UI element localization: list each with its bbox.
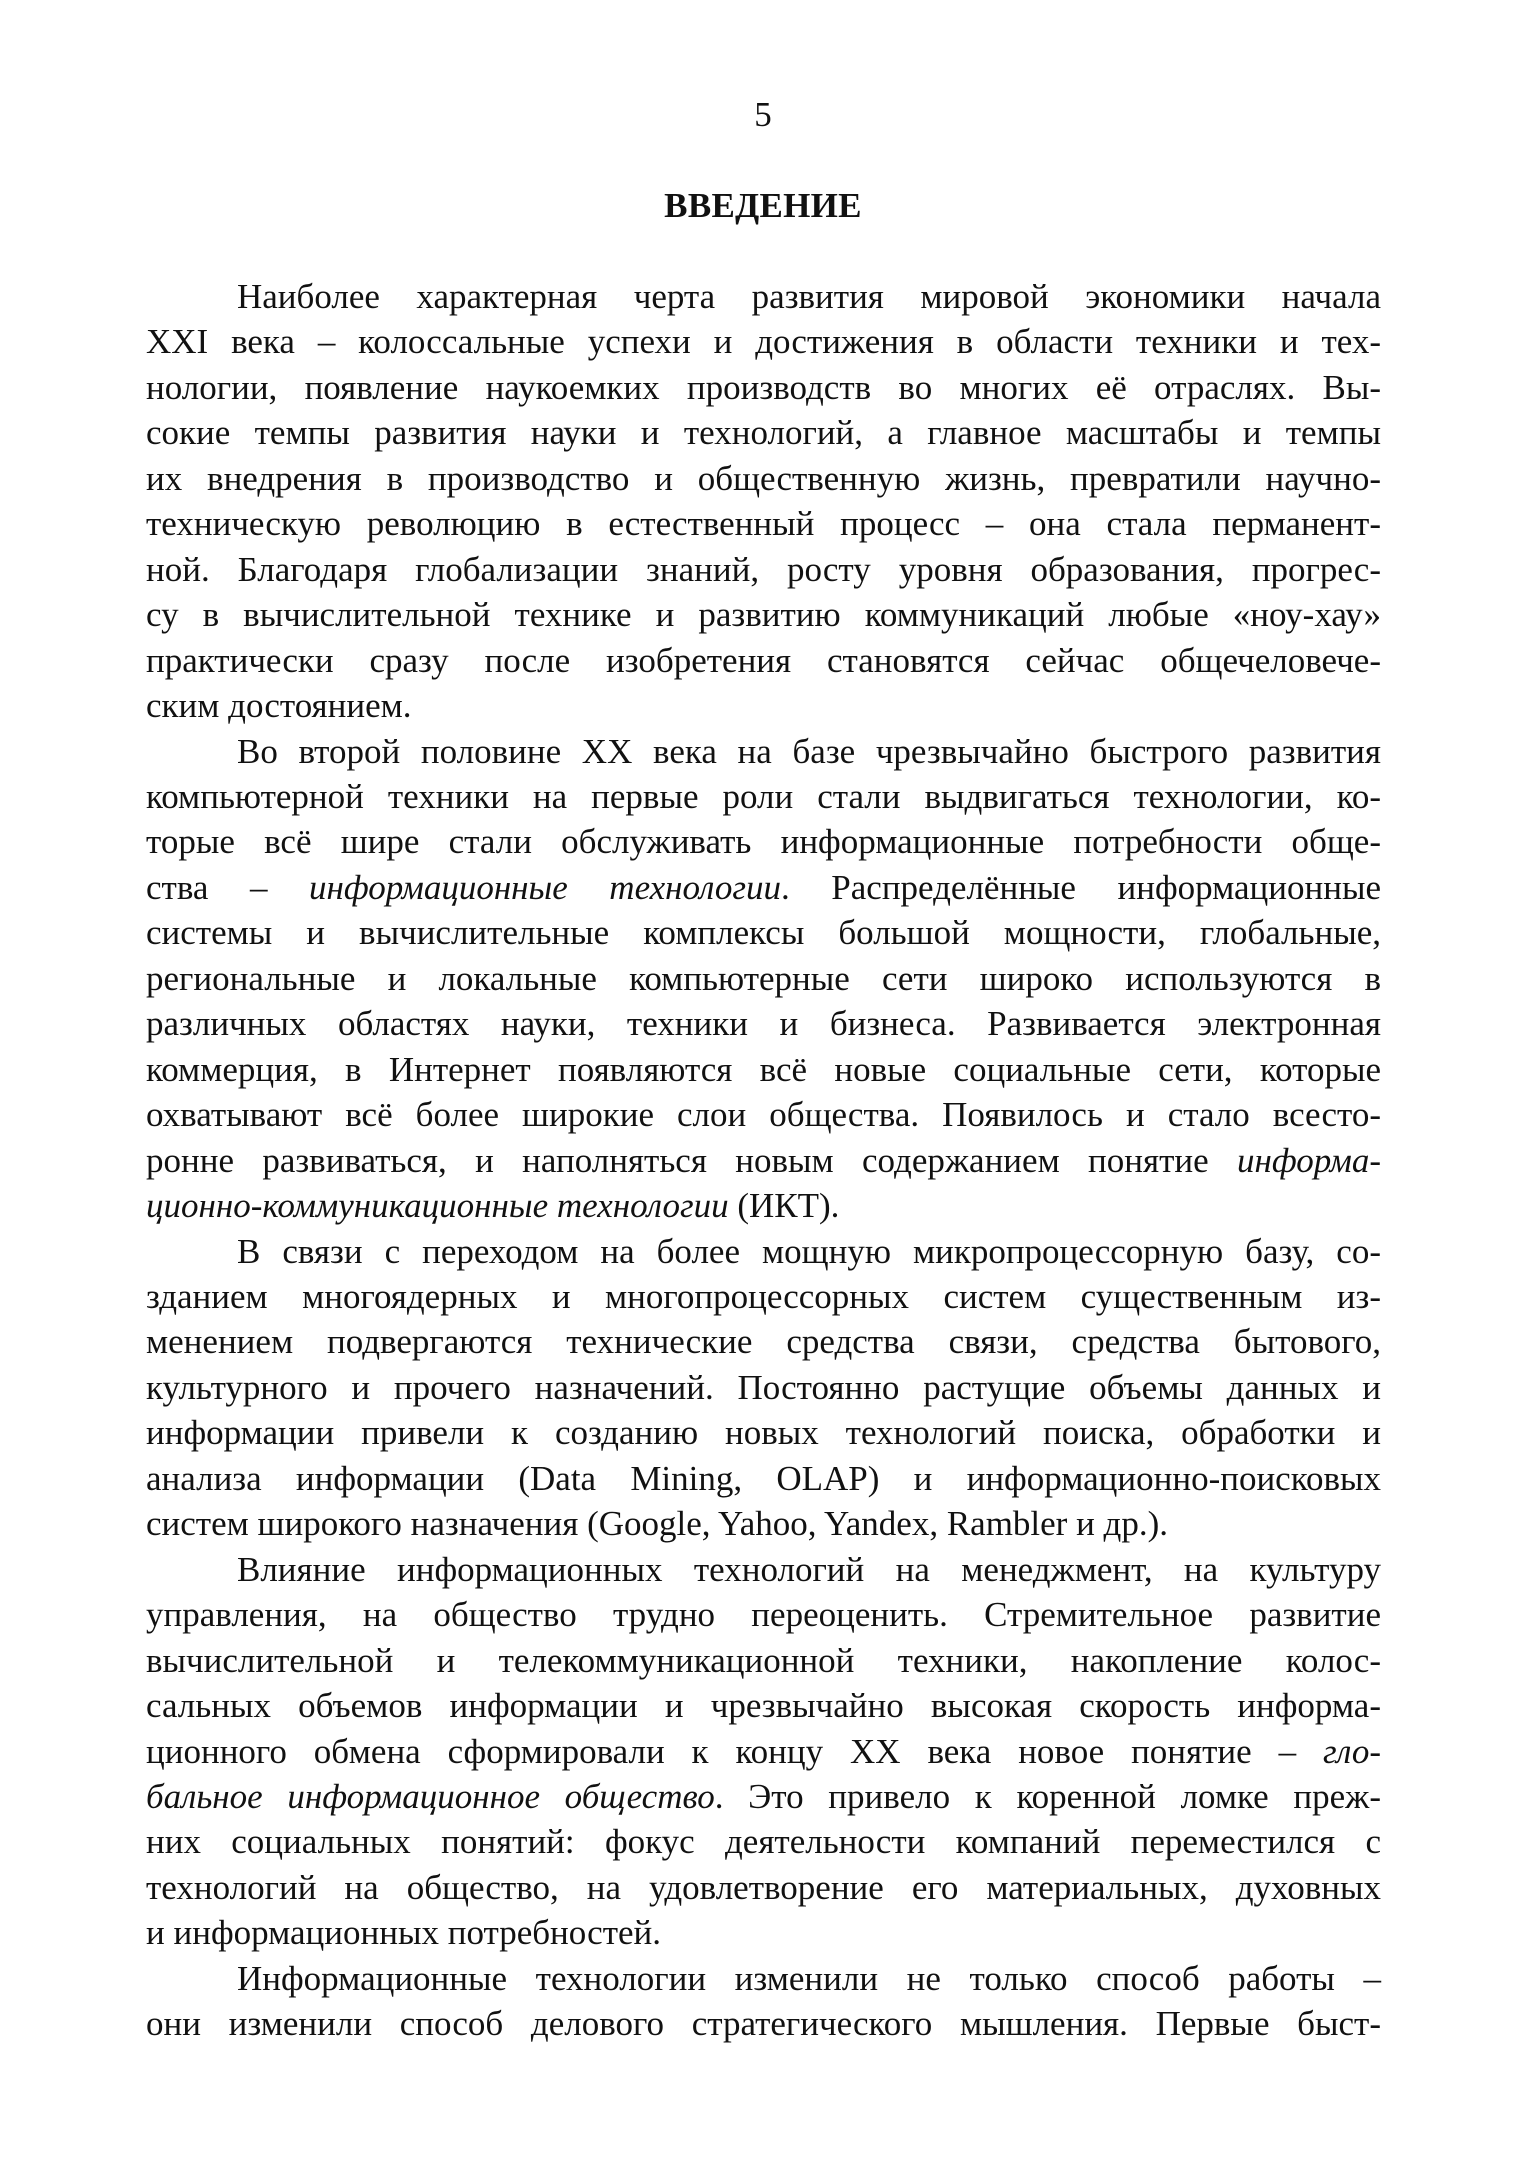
- text-run: их внедрения в производство и общественную жизнь, превратили научно-: [146, 458, 1381, 498]
- italic-term: ционно-коммуникационные технологии: [146, 1186, 729, 1226]
- text-line: [146, 1501, 1381, 1546]
- text-run: вычислительной и телекоммуникационной техники, накопление колос-: [146, 1640, 1381, 1680]
- text-run: систем широкого назначения (Google, Yahoo, Yandex, Rambler и др.).: [146, 1504, 1169, 1544]
- text-line: [146, 1183, 1381, 1228]
- text-run: информации привели к созданию новых технологий поиска, обработки и: [146, 1413, 1381, 1453]
- text-run: зданием многоядерных и многопроцессорных систем существенным из-: [146, 1276, 1381, 1316]
- text-line: [146, 638, 1381, 683]
- text-line: [146, 1319, 1381, 1364]
- text-line: [146, 1365, 1381, 1410]
- text-line: [146, 1956, 1381, 2001]
- text-line: [146, 1092, 1381, 1137]
- paragraph: [146, 729, 1381, 1229]
- text-run: управления, на общество трудно переоценить. Стремительное развитие: [146, 1595, 1381, 1635]
- text-line: [146, 819, 1381, 864]
- text-run: ства –: [146, 867, 309, 907]
- text-line: [146, 1819, 1381, 1864]
- text-run: В связи с переходом на более мощную микропроцессорную базу, со-: [237, 1231, 1381, 1271]
- text-line: [146, 1229, 1381, 1274]
- italic-term: информационные технологии: [308, 867, 782, 907]
- text-line: [146, 865, 1381, 910]
- text-line: [146, 1729, 1381, 1774]
- text-line: [146, 1274, 1381, 1319]
- text-run: Наиболее характерная черта развития мировой экономики начала: [237, 277, 1381, 316]
- text-run: . Распределённые информационные: [781, 867, 1382, 907]
- text-line: [146, 1865, 1381, 1910]
- text-run: ронне развиваться, и наполняться новым содержанием понятие: [146, 1140, 1237, 1180]
- text-run: нологии, появление наукоемких производств во многих её отраслях. Вы-: [146, 367, 1381, 407]
- text-line: [146, 1592, 1381, 1637]
- text-run: региональные и локальные компьютерные сети широко используются в: [146, 958, 1381, 998]
- text-run: ционного обмена сформировали к концу XX века новое понятие –: [146, 1731, 1323, 1771]
- text-run: охватывают всё более широкие слои общества. Появилось и стало всесто-: [146, 1095, 1381, 1135]
- text-run: сокие темпы развития науки и технологий, а главное масштабы и темпы: [146, 413, 1381, 453]
- text-run: ной. Благодаря глобализации знаний, росту уровня образования, прогрес-: [146, 549, 1381, 589]
- text-line: [146, 1774, 1381, 1819]
- text-run: (ИКТ).: [728, 1186, 840, 1226]
- section-heading: ВВЕДЕНИЕ: [664, 186, 862, 225]
- text-run: торые всё шире стали обслуживать информационные потребности обще-: [146, 822, 1381, 862]
- text-line: [146, 592, 1381, 637]
- text-run: и информационных потребностей.: [146, 1913, 662, 1953]
- text-line: [146, 1047, 1381, 1092]
- text-line: [146, 956, 1381, 1001]
- text-run: Влияние информационных технологий на менеджмент, на культуру: [237, 1549, 1381, 1589]
- text-run: ским достоянием.: [146, 686, 412, 726]
- text-line: [146, 1638, 1381, 1683]
- text-run: культурного и прочего назначений. Постоянно растущие объемы данных и: [146, 1367, 1381, 1407]
- text-line: [146, 1456, 1381, 1501]
- text-line: [146, 274, 1381, 319]
- paragraph: [146, 1229, 1381, 1547]
- text-run: су в вычислительной технике и развитию коммуникаций любые «ноу-хау»: [146, 595, 1381, 635]
- text-run: технологий на общество, на удовлетворение его материальных, духовных: [146, 1867, 1381, 1907]
- text-line: [146, 910, 1381, 955]
- text-run: системы и вычислительные комплексы большой мощности, глобальные,: [146, 913, 1381, 953]
- text-run: Информационные технологии изменили не только способ работы –: [237, 1958, 1381, 1998]
- text-line: [146, 365, 1381, 410]
- text-line: [146, 1547, 1381, 1592]
- text-line: [146, 501, 1381, 546]
- text-run: различных областях науки, техники и бизнеса. Развивается электронная: [146, 1004, 1381, 1044]
- text-run: практически сразу после изобретения становятся сейчас общечеловече-: [146, 640, 1381, 680]
- text-run: менением подвергаются технические средства связи, средства бытового,: [146, 1322, 1381, 1362]
- text-line: [146, 2001, 1381, 2046]
- text-run: коммерция, в Интернет появляются всё новые социальные сети, которые: [146, 1049, 1381, 1089]
- text-line: [146, 410, 1381, 455]
- page-number: 5: [754, 95, 772, 134]
- text-line: [146, 1910, 1381, 1955]
- italic-term: гло-: [1322, 1731, 1381, 1771]
- text-run: компьютерной техники на первые роли стали выдвигаться технологии, ко-: [146, 776, 1381, 816]
- italic-term: информа-: [1237, 1140, 1381, 1180]
- text-run: них социальных понятий: фокус деятельности компаний переместился с: [146, 1822, 1381, 1862]
- paragraph: [146, 274, 1381, 729]
- text-run: техническую революцию в естественный процесс – она стала перманент-: [146, 504, 1381, 544]
- text-run: . Это привело к коренной ломке преж-: [714, 1776, 1381, 1816]
- text-run: анализа информации (Data Mining, OLAP) и информационно-поисковых: [146, 1458, 1381, 1498]
- text-line: [146, 1138, 1381, 1183]
- text-run: Во второй половине XX века на базе чрезвычайно быстрого развития: [237, 731, 1381, 771]
- text-line: [146, 683, 1381, 728]
- text-line: [146, 1410, 1381, 1455]
- text-run: сальных объемов информации и чрезвычайно высокая скорость информа-: [146, 1686, 1381, 1726]
- text-line: [146, 456, 1381, 501]
- text-line: [146, 729, 1381, 774]
- text-line: [146, 1683, 1381, 1728]
- paragraph: [146, 1956, 1381, 2047]
- text-line: [146, 774, 1381, 819]
- text-run: они изменили способ делового стратегического мышления. Первые быст-: [146, 2004, 1381, 2044]
- text-line: [146, 547, 1381, 592]
- text-run: XXI века – колоссальные успехи и достижения в области техники и тех-: [146, 322, 1381, 362]
- text-line: [146, 319, 1381, 364]
- italic-term: бальное информационное общество: [146, 1776, 715, 1816]
- paragraph: [146, 1547, 1381, 1956]
- body-text: [146, 274, 1381, 2047]
- text-line: [146, 1001, 1381, 1046]
